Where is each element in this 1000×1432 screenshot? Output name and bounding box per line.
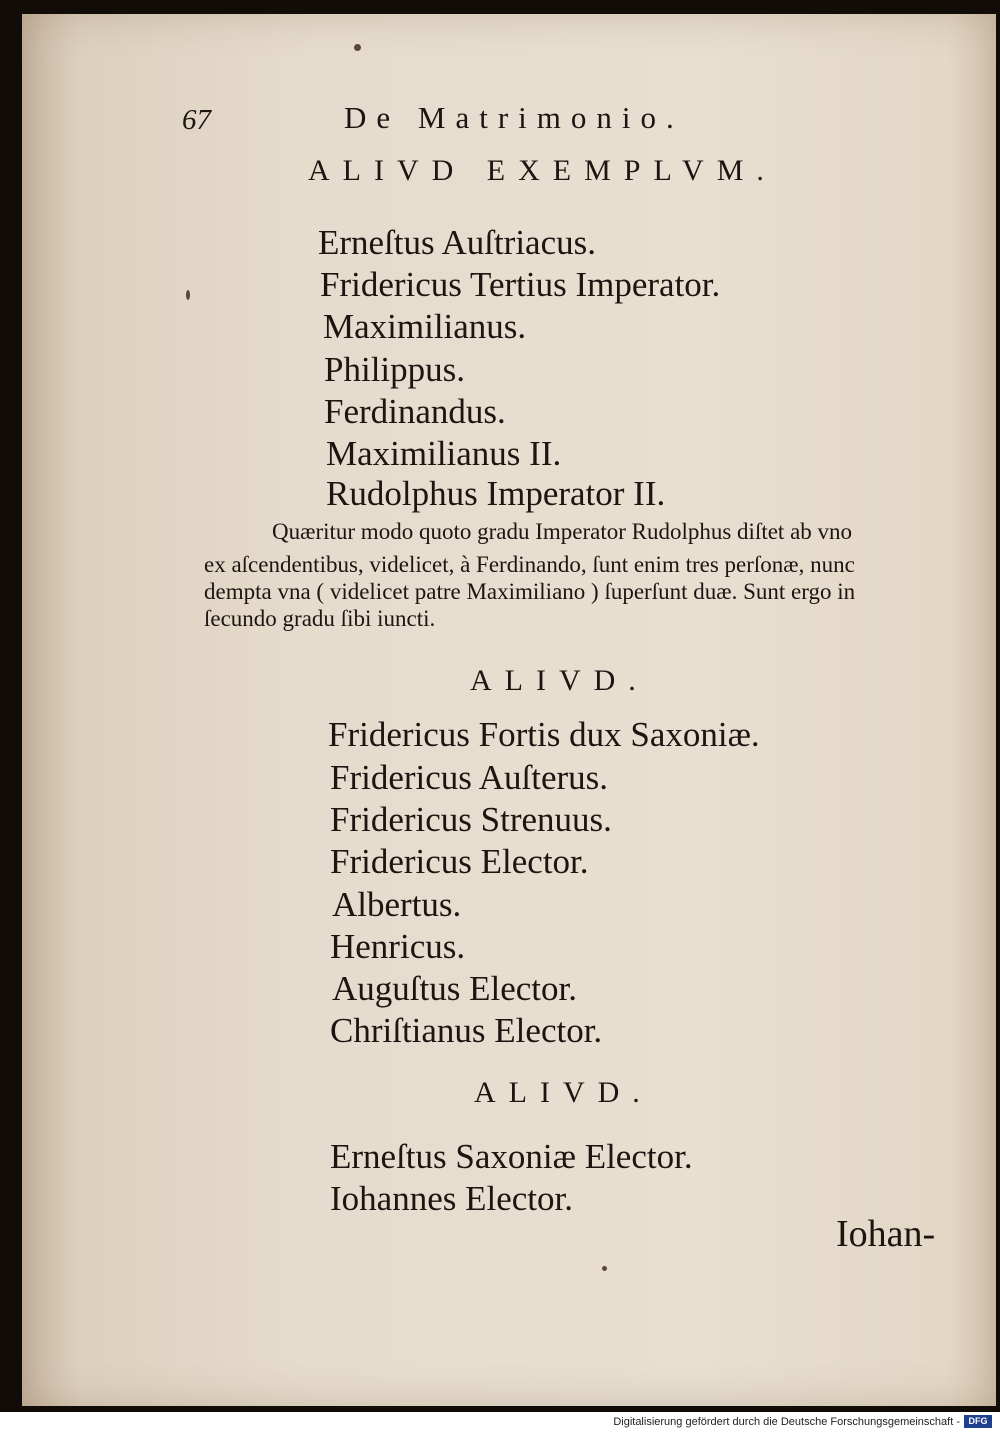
- genealogy-name: Erneſtus Auſtriacus.: [318, 223, 597, 262]
- genealogy-name: Henricus.: [330, 927, 466, 966]
- genealogy-name: Albertus.: [332, 885, 462, 924]
- genealogy-name: Chriſtianus Elector.: [330, 1011, 603, 1050]
- paragraph-line: ex aſcendentibus, videlicet, à Ferdinando, ſunt enim tres perſonæ, nunc: [204, 552, 855, 577]
- catchword: Iohan-: [836, 1213, 936, 1255]
- genealogy-name: Fridericus Auſterus.: [330, 758, 609, 797]
- genealogy-name: Fridericus Fortis dux Saxoniæ.: [328, 715, 760, 754]
- genealogy-name: Fridericus Tertius Imperator.: [320, 265, 721, 304]
- genealogy-name: Ferdinandus.: [324, 392, 506, 431]
- section-heading: ALIVD EXEMPLVM.: [308, 154, 777, 187]
- page-number: 67: [182, 104, 211, 136]
- genealogy-name: Fridericus Elector.: [330, 842, 589, 881]
- genealogy-name: Auguſtus Elector.: [332, 969, 577, 1008]
- funding-notice: Digitalisierung gefördert durch die Deutsche Forschungsgemeinschaft -: [613, 1416, 960, 1428]
- genealogy-name: Iohannes Elector.: [330, 1179, 573, 1218]
- section-heading: ALIVD.: [474, 1076, 653, 1109]
- running-head: De Matrimonio.: [344, 100, 684, 135]
- genealogy-name: Philippus.: [324, 350, 466, 389]
- genealogy-name: Rudolphus Imperator II.: [326, 474, 666, 513]
- ink-spot: [186, 290, 190, 300]
- paragraph-line: ſecundo gradu ſibi iuncti.: [204, 606, 436, 631]
- genealogy-name: Maximilianus.: [323, 307, 527, 346]
- ink-spot: [354, 44, 361, 51]
- paragraph-line: Quæritur modo quoto gradu Imperator Rudolphus diſtet ab vno: [272, 519, 853, 544]
- genealogy-name: Maximilianus II.: [326, 434, 562, 473]
- dfg-logo-icon: DFG: [964, 1415, 992, 1428]
- ink-spot: [602, 1266, 607, 1271]
- digitization-footer: [0, 1412, 1000, 1432]
- genealogy-name: Fridericus Strenuus.: [330, 800, 612, 839]
- genealogy-name: Erneſtus Saxoniæ Elector.: [330, 1137, 693, 1176]
- section-heading: ALIVD.: [470, 664, 649, 697]
- paragraph-line: dempta vna ( videlicet patre Maximiliano ) ſuperſunt duæ. Sunt ergo in: [204, 579, 856, 604]
